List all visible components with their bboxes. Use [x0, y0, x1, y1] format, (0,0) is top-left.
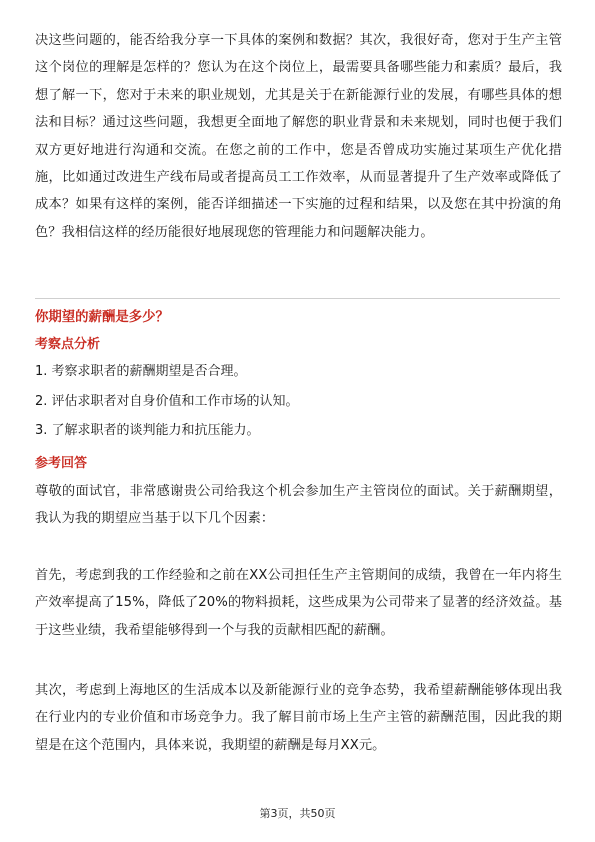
- answer-paragraph: 尊敬的面试官，非常感谢贵公司给我这个机会参加生产主管岗位的面试。关于薪酬期望，我认为我的期望应当基于以下几个因素：: [35, 484, 562, 527]
- section-divider: [35, 298, 560, 299]
- answer-paragraph: 首先，考虑到我的工作经验和之前在XX公司担任生产主管期间的成绩，我曾在一年内将生产效率提高了15%，降低了20%的物料损耗，这些成果为公司带来了显著的经济效益。基于这些业绩，我希望能够得到一个与我的贡献相匹配的薪酬。: [35, 568, 562, 638]
- question-title: 你期望的薪酬是多少？: [35, 310, 169, 325]
- answer-paragraph: 其次，考虑到上海地区的生活成本以及新能源行业的竞争态势，我希望薪酬能够体现出我在行业内的专业价值和市场竞争力。我了解目前市场上生产主管的薪酬范围，因此我的期望是在这个范围内，具体来说，我期望的薪酬是每月XX元。: [35, 683, 562, 753]
- page-number: 第3页，共50页: [259, 807, 336, 820]
- analysis-heading: 考察点分析: [35, 337, 101, 352]
- analysis-item: 1. 考察求职者的薪酬期望是否合理。: [35, 364, 247, 379]
- answer-heading: 参考回答: [35, 456, 88, 471]
- analysis-item: 2. 评估求职者对自身价值和工作市场的认知。: [35, 394, 299, 409]
- intro-paragraph: 决这些问题的，能否给我分享一下具体的案例和数据？其次，我很好奇，您对于生产主管这个岗位的理解是怎样的？您认为在这个岗位上，最需要具备哪些能力和素质？最后，我想了解一下，您对于未来的职业规划，尤其是关于在新能源行业的发展，有哪些具体的想法和目标？通过这些问题，我想更全面地了解您的职业背景和未来规划，同时也便于我们双方更好地进行沟通和交流。在您之前的工作中，您是否曾成功实施过某项生产优化措施，比如通过改进生产线布局或者提高员工工作效率，从而显著提升了生产效率或降低了成本？如果有这样的案例，能否详细描述一下实施的过程和结果，以及您在其中扮演的角色？我相信这样的经历能很好地展现您的管理能力和问题解决能力。: [35, 33, 562, 240]
- analysis-item: 3. 了解求职者的谈判能力和抗压能力。: [35, 423, 260, 438]
